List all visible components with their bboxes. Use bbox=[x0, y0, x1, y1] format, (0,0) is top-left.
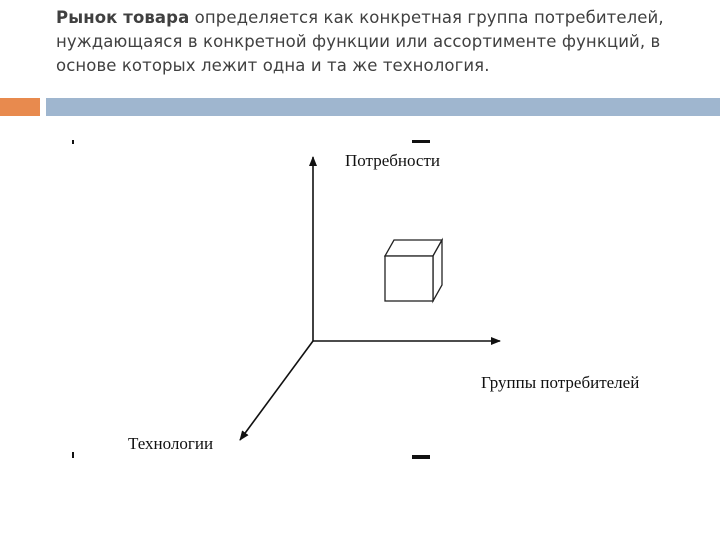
corner-mark-top-left bbox=[72, 140, 74, 144]
corner-mark-bottom-right bbox=[412, 455, 430, 459]
z-axis-arrow bbox=[240, 341, 313, 440]
corner-mark-bottom-left bbox=[72, 452, 74, 458]
z-axis-label: Технологии bbox=[128, 434, 214, 453]
definition-body: определяется как конкретная группа потребителей, нуждающаяся в конкретной функции или ассортименте функций, в основе которых лежит одна и та же технология. bbox=[56, 8, 664, 75]
cube-icon bbox=[385, 240, 442, 301]
x-axis-label: Группы потребителей bbox=[481, 373, 640, 392]
y-axis-label: Потребности bbox=[345, 151, 440, 170]
definition-term: Рынок товара bbox=[56, 8, 190, 27]
corner-mark-top-right bbox=[412, 140, 430, 143]
